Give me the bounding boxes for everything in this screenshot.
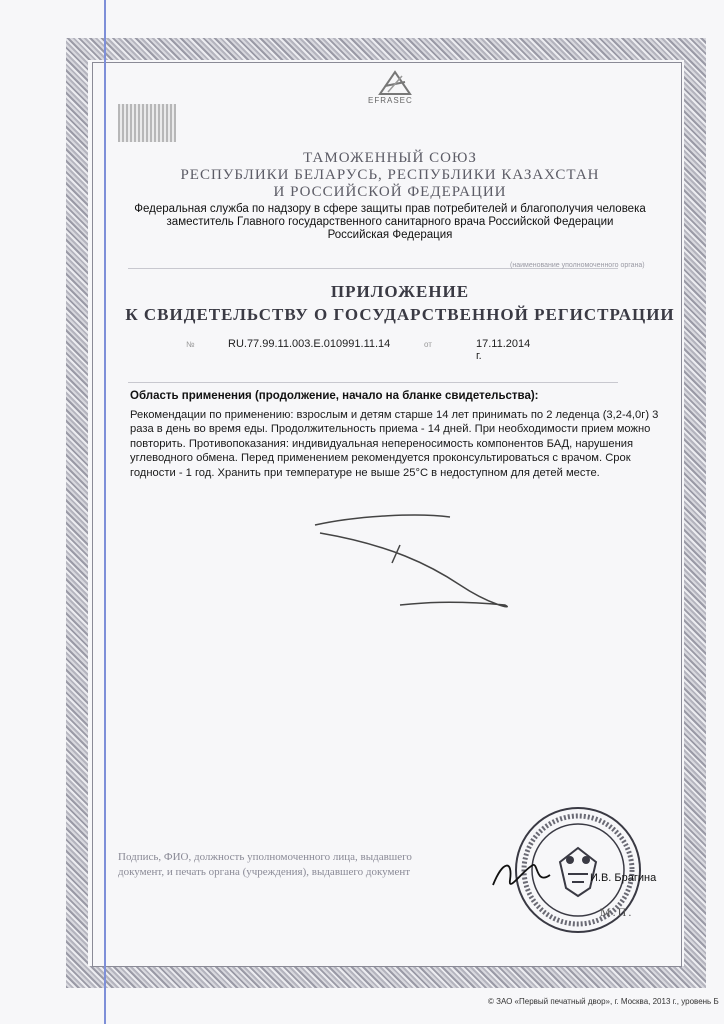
registration-date: 17.11.2014 г. [476, 338, 531, 362]
agency-line-2: заместитель Главного государственного санитарного врача Российской Федерации [166, 216, 614, 228]
number-label: № [186, 340, 195, 349]
agency-line-1: Федеральная служба по надзору в сфере защиты прав потребителей и благополучия человека [134, 203, 646, 215]
signer-name: И.В. Брагина [590, 872, 657, 884]
faint-caption: (наименование уполномоченного органа) [510, 262, 645, 269]
margin-blue-line [104, 0, 106, 1024]
agency-line-3: Российская Федерация [327, 229, 453, 241]
body-text: Рекомендации по применению: взрослым и детям старше 14 лет принимать по 2 леденца (3,2-4,0г) 3 раза в день во время еды. Продолжительность приема - 14 дней. При необходимости прием можно повторить. Противопоказания: индивидуальная непереносимость компонентов БАД, нарушения углеводного обмена. Перед применением рекомендуется проконсультироваться с врачом. Срок годности - 1 год. Хранить при температуре не выше 25°С в недоступном для детей месте. [130, 409, 659, 479]
document-title: ПРИЛОЖЕНИЕ [330, 282, 470, 301]
serial-number-stamp [118, 104, 176, 142]
handwritten-signature [300, 505, 530, 625]
header-line-1: ТАМОЖЕННЫЙ СОЮЗ [303, 150, 477, 166]
registration-number: RU.77.99.11.003.E.010991.11.14 [228, 338, 391, 350]
scope-heading: Область применения (продолжение, начало на бланке свидетельства): [130, 390, 539, 402]
signature-caption: Подпись, ФИО, должность уполномоченного лица, выдавшего документ, и печать органа (учреждения), выдавшего документ [118, 851, 412, 878]
printer-imprint: © ЗАО «Первый печатный двор», г. Москва, 2013 г., уровень Б [488, 997, 719, 1006]
signer-signature [488, 855, 558, 895]
header-line-3: И РОССИЙСКОЙ ФЕДЕРАЦИИ [273, 184, 507, 200]
from-label: от [424, 340, 432, 349]
document-subtitle: К СВИДЕТЕЛЬСТВУ О ГОСУДАРСТВЕННОЙ РЕГИСТРАЦИИ [125, 305, 675, 324]
divider-line [128, 382, 618, 383]
stamp-place-label: М.П. [600, 905, 634, 919]
logo-text: EFRASEC [368, 96, 413, 105]
header-line-2: РЕСПУБЛИКИ БЕЛАРУСЬ, РЕСПУБЛИКИ КАЗАХСТАН [180, 167, 600, 183]
